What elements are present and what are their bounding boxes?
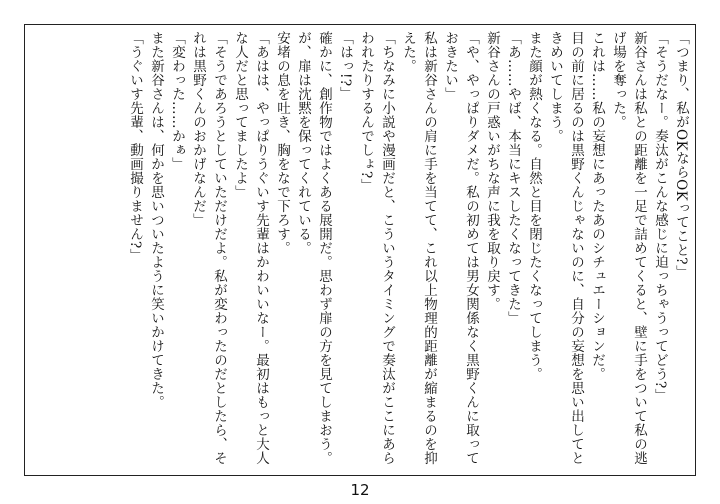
paragraph: 確かに、創作物ではよくある展開だ。思わず扉の方を見てしまおう。が、扉は沈黙を保ってくれている。: [295, 31, 332, 465]
paragraph: 目の前に居るのは黒野くんじゃないのに、自分の妄想を思い出してときめいてしまう。: [547, 31, 584, 465]
paragraph: 安堵の息を吐き、胸をなで下ろす。: [274, 31, 290, 255]
paragraph: また新谷さんは、何かを思いついたように笑いかけてきた。: [148, 31, 164, 409]
paragraph: 「そうであろうとしていただけだよ。私が変わったのだとしたら、それは黒野くんのおかげなんだ」: [190, 31, 227, 465]
paragraph: 「や、やっぱりダメだ。私の初めては男女関係なく黒野くんに取っておきたい」: [442, 31, 479, 465]
page-frame: [24, 24, 696, 476]
paragraph: 「あはは、やっぱりうぐいす先輩はかわいいなー。最初はもっと大人な人だと思ってましたよ」: [232, 31, 269, 465]
paragraph: 「うぐいす先輩、動画撮りません?」: [127, 31, 143, 263]
paragraph: これは……私の妄想にあったあのシチュエーションだ。: [589, 31, 605, 381]
vertical-text-body: [124, 31, 691, 471]
paragraph: また顔が熱くなる。自然と目を閉じたくなってしまう。: [526, 31, 542, 381]
paragraph: 「はっ!?」: [337, 31, 353, 101]
paragraph: 私は新谷さんの肩に手を当てて、これ以上物理的距離が縮まるのを抑えた。: [400, 31, 437, 465]
paragraph: 「ちなみに小説や漫画だと、こういうタイミングで奏汰がここにあらわれたりするんでしょ?」: [358, 31, 395, 465]
paragraph: 新谷さんの戸惑いがちな声に我を取り戻す。: [484, 31, 500, 311]
paragraph: 「あ……やば、本当にキスしたくなってきた」: [505, 31, 521, 325]
paragraph: 「変わった……かぁ」: [169, 31, 185, 171]
paragraph: 「つまり、私がOKならOKってこと?」: [673, 31, 689, 280]
paragraph: 新谷さんは私との距離を一足で詰めてくると、壁に手をついて私の逃げ場を奪った。: [610, 31, 647, 465]
page-number: 12: [350, 481, 370, 499]
paragraph: 「そうだなー。奏汰がこんな感じに迫っちゃうってどう?」: [652, 31, 668, 403]
